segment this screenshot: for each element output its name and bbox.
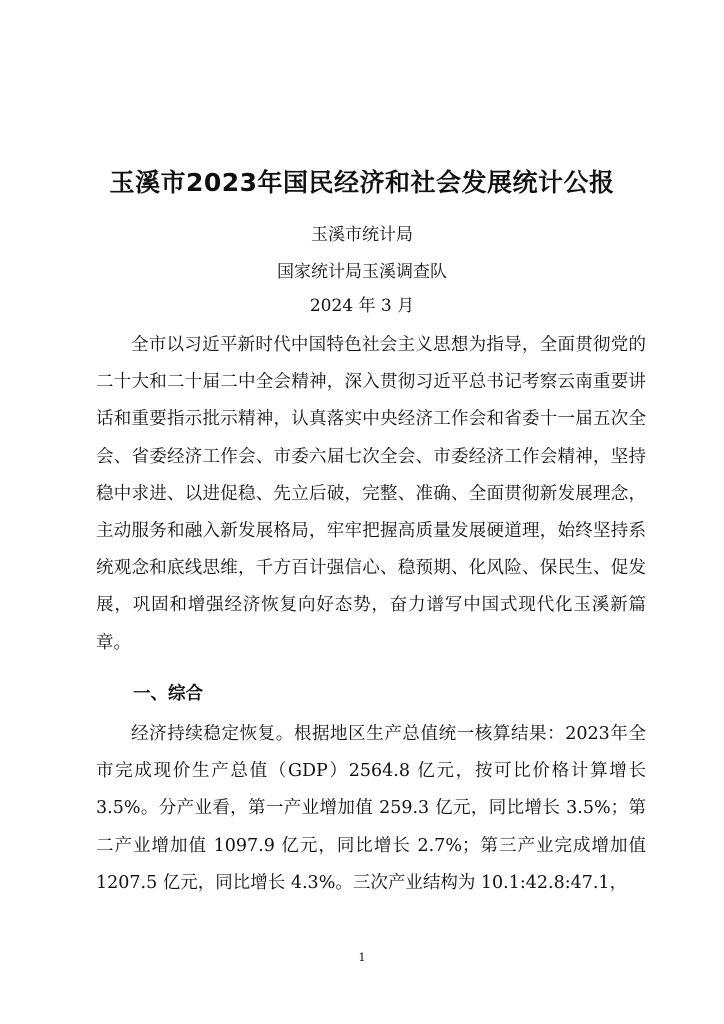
- publication-date: 2024 年 3 月: [309, 296, 415, 316]
- section-heading: 一、综合: [133, 684, 203, 704]
- issuer-survey-team: 国家统计局玉溪调查队: [277, 262, 447, 282]
- issuer-statistics-bureau: 玉溪市统计局: [311, 225, 413, 245]
- intro-paragraph: 全市以习近平新时代中国特色社会主义思想为指导，全面贯彻党的二十大和二十届二中全会精神，深入贯彻习近平总书记考察云南重要讲话和重要指示批示精神，认真落实中央经济工作会和省委十一届五次全会、省委经济工作会、市委六届七次全会、市委经济工作会精神，坚持稳中求进、以进促稳、先立后破，完整、准确、全面贯彻新发展理念，主动服务和融入新发展格局，牢牢把握高质量发展硬道理，始终坚持系统观念和底线思维，千方百计强信心、稳预期、化风险、保民生、促发展，巩固和增强经济恢复向好态势，奋力谱写中国式现代化玉溪新篇章。: [96, 335, 646, 653]
- section-paragraph: 经济持续稳定恢复。根据地区生产总值统一核算结果：2023年全市完成现价生产总值（GDP）2564.8 亿元，按可比价格计算增长 3.5%。分产业看，第一产业增加值 259.3 亿元，同比增长 3.5%；第二产业增加值 1097.9 亿元，同比增长 2.7%；第三产业完成增加值 1207.5 亿元，同比增长 4.3%。三次产业结构为 10.1:42.8:47.1，: [96, 724, 646, 893]
- page-number: 1: [358, 951, 366, 964]
- document-title: 玉溪市2023年国民经济和社会发展统计公报: [109, 168, 615, 197]
